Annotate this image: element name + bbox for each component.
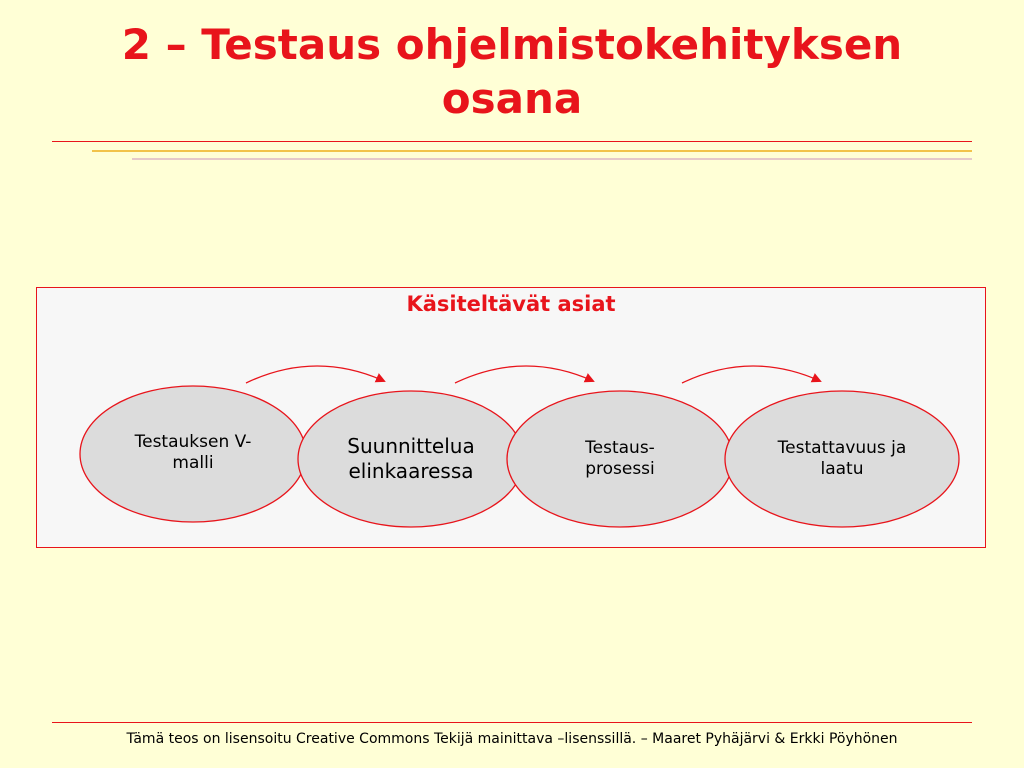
flow-arrow-1 bbox=[246, 366, 384, 383]
node-label-lifecycle-line-1: Suunnittelua bbox=[347, 434, 475, 458]
node-label-testability-line-2: laatu bbox=[820, 459, 864, 479]
node-label-lifecycle bbox=[318, 424, 504, 494]
node-label-process-line-1: Testaus- bbox=[585, 437, 655, 458]
topics-panel-heading: Käsiteltävät asiat bbox=[406, 292, 616, 316]
license-footer: Tämä teos on lisensoitu Creative Commons Tekijä mainittava –lisenssillä. – Maaret Pyhäjärvi & Erkki Pöyhönen bbox=[126, 731, 898, 747]
node-label-testability bbox=[742, 426, 942, 492]
footer-divider bbox=[52, 722, 972, 723]
node-label-lifecycle-line-2: elinkaaressa bbox=[348, 459, 474, 483]
node-label-v-model bbox=[103, 420, 283, 486]
node-label-process bbox=[530, 426, 710, 492]
node-label-testability-line-1: Testattavuus ja bbox=[777, 437, 907, 458]
node-label-v-model-line-2: malli bbox=[172, 453, 214, 473]
node-label-process-line-2: prosessi bbox=[585, 459, 655, 479]
flow-arrow-2 bbox=[455, 366, 593, 383]
slide-title-line-1: 2 – Testaus ohjelmistokehityksen bbox=[121, 20, 903, 69]
node-label-v-model-line-1: Testauksen V- bbox=[134, 431, 252, 452]
flow-arrow-3 bbox=[682, 366, 820, 383]
slide-title-line-2: osana bbox=[441, 74, 583, 123]
